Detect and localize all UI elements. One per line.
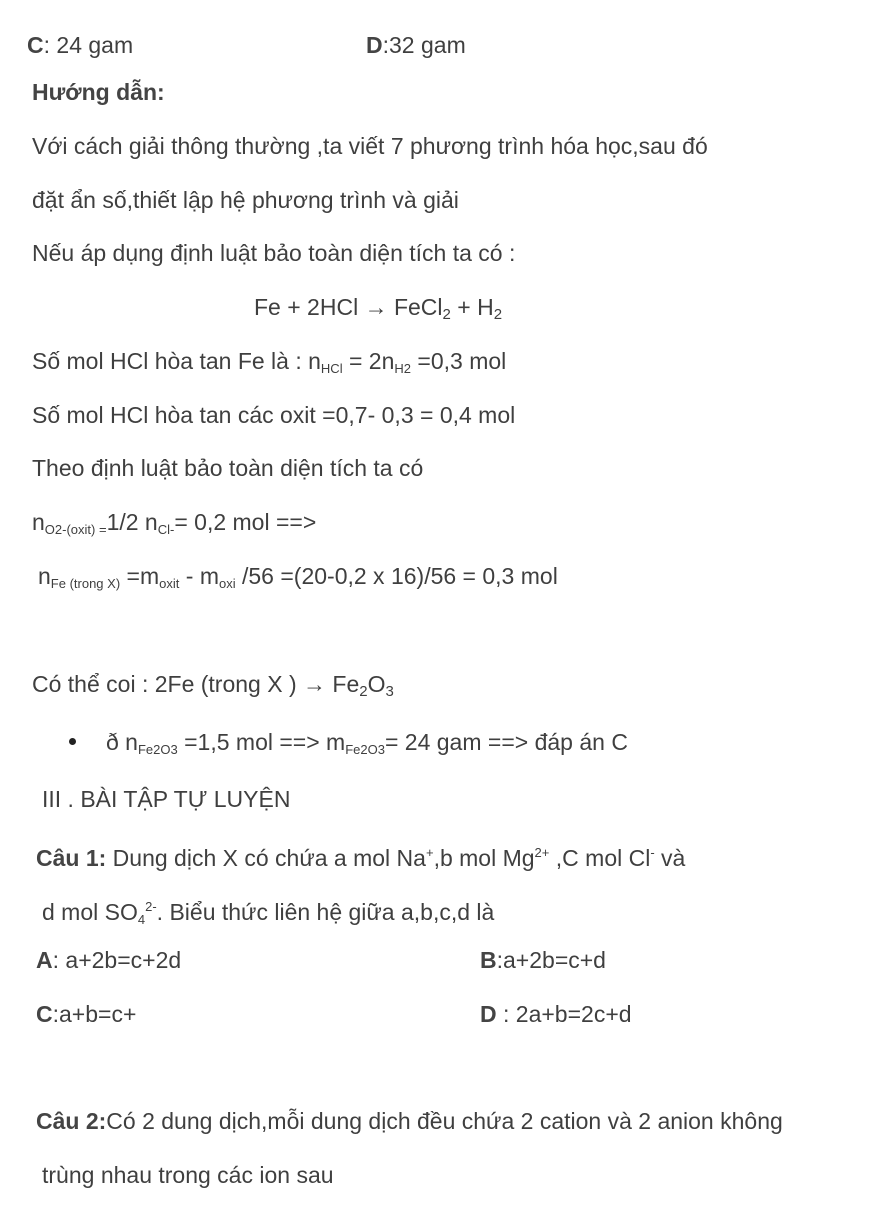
q1-option-b: B:a+2b=c+d [480, 947, 606, 973]
line-mol-hcl-oxit: Số mol HCl hòa tan các oxit =0,7- 0,3 = 0,4 mol [32, 402, 516, 428]
option-d-prev: D:32 gam [366, 32, 466, 58]
q1-option-d: D : 2a+b=2c+d [480, 1001, 632, 1027]
bullet-icon [69, 738, 76, 745]
line-n-fe: $n_{Fe (trong X)} =m_{oxit} - m_{oxi}$ /56 =(20-0,2 x 16)/56 = 0,3 mol [38, 563, 558, 591]
guide-paragraph-1: Với cách giải thông thường ,ta viết 7 phương trình hóa học,sau đó [32, 133, 708, 159]
line-co-the-coi: Có thể coi : 2Fe (trong X ) → Fe2O3 [32, 671, 394, 700]
q1-option-a: A: a+2b=c+2d [36, 947, 182, 973]
question-1-line-1: Câu 1: Dung dịch X có chứa a mol Na+,b mol $Mg^{2+}$ ,C mol Cl- và [36, 845, 686, 871]
q1-option-c: C:a+b=c+ [36, 1001, 137, 1027]
question-2-line-2: trùng nhau trong các ion sau [42, 1162, 334, 1188]
option-c-prev: C: 24 gam [27, 32, 134, 58]
line-mol-hcl-fe: Số mol HCl hòa tan Fe là : $n_{HCl} = 2n_{H2} =0,3$ mol [32, 348, 507, 376]
line-answer: ð $n_{Fe2O3} =1,5$ mol ==> $m_{Fe2O3}= 24$ gam ==> đáp án C [106, 729, 628, 757]
question-1-line-2: d mol $SO_4^{2-}$. Biểu thức liên hệ giữa a,b,c,d là [42, 899, 495, 927]
reaction-equation: Fe + 2HCl → FeCl2 + H2 [254, 294, 503, 323]
line-n-o2: $n_{O2-(oxit) =}1/2$ $n_{Cl-}= 0,2$ mol ==> [32, 509, 317, 537]
guide-paragraph-3: Nếu áp dụng định luật bảo toàn diện tích ta có : [32, 240, 516, 266]
line-theo-dinh-luat: Theo định luật bảo toàn diện tích ta có [32, 455, 424, 481]
guide-heading: Hướng dẫn: [32, 79, 165, 105]
guide-paragraph-2: đặt ẩn số,thiết lập hệ phương trình và giải [32, 187, 459, 213]
section-heading: III . BÀI TẬP TỰ LUYỆN [42, 786, 291, 812]
question-2-line-1: Câu 2:Có 2 dung dịch,mỗi dung dịch đều chứa 2 cation và 2 anion không [36, 1108, 783, 1134]
